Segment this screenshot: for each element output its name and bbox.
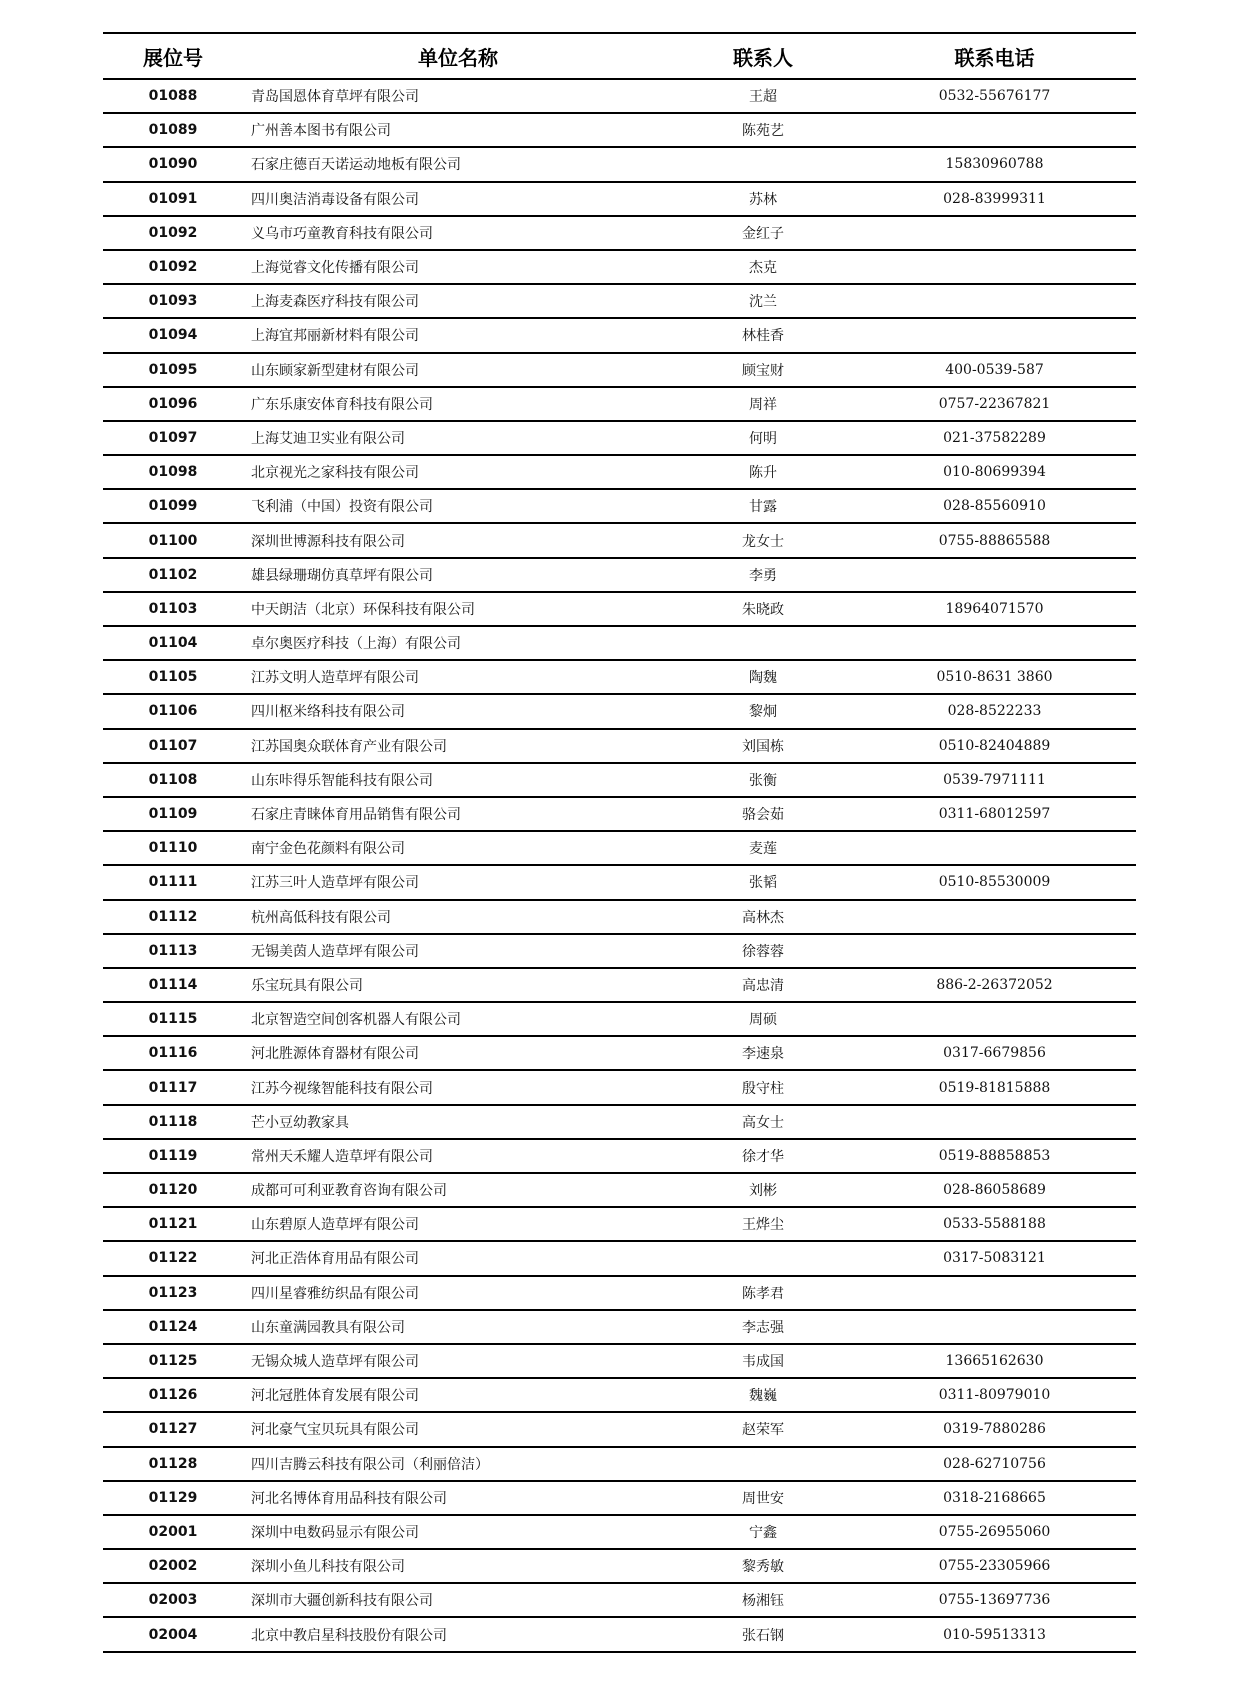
- contact-person-cell: 徐才华: [673, 1139, 853, 1173]
- contact-person-cell: 张韬: [673, 865, 853, 899]
- booth-number-cell: 01100: [103, 523, 243, 557]
- booth-number-cell: 01106: [103, 694, 243, 728]
- contact-phone-cell: [853, 1002, 1136, 1036]
- company-name-cell: 河北胜源体育器材有限公司: [243, 1036, 673, 1070]
- company-name-cell: 北京视光之家科技有限公司: [243, 455, 673, 489]
- contact-phone-cell: 0755-13697736: [853, 1583, 1136, 1617]
- company-name-cell: 乐宝玩具有限公司: [243, 968, 673, 1002]
- company-name-cell: 河北正浩体育用品有限公司: [243, 1241, 673, 1275]
- contact-person-cell: 陈孝君: [673, 1276, 853, 1310]
- contact-person-cell: 黎秀敏: [673, 1549, 853, 1583]
- booth-number-cell: 01110: [103, 831, 243, 865]
- booth-number-cell: 01113: [103, 934, 243, 968]
- booth-number-cell: 02004: [103, 1617, 243, 1651]
- contact-person-cell: [673, 626, 853, 660]
- company-name-cell: 成都可可利亚教育咨询有限公司: [243, 1173, 673, 1207]
- booth-number-cell: 01092: [103, 250, 243, 284]
- contact-phone-cell: [853, 318, 1136, 352]
- contact-person-cell: 高林杰: [673, 900, 853, 934]
- contact-phone-cell: 028-86058689: [853, 1173, 1136, 1207]
- company-name-cell: 河北豪气宝贝玩具有限公司: [243, 1412, 673, 1446]
- contact-phone-cell: 15830960788: [853, 147, 1136, 181]
- header-row: [103, 34, 1136, 79]
- table-row: [103, 797, 1136, 831]
- contact-phone-cell: 0533-5588188: [853, 1207, 1136, 1241]
- company-name-cell: 芒小豆幼教家具: [243, 1105, 673, 1139]
- contact-phone-cell: 0519-81815888: [853, 1070, 1136, 1104]
- booth-number-cell: 01121: [103, 1207, 243, 1241]
- table-row: [103, 763, 1136, 797]
- contact-phone-cell: 0519-88858853: [853, 1139, 1136, 1173]
- contact-person-cell: 沈兰: [673, 284, 853, 318]
- contact-person-cell: 何明: [673, 421, 853, 455]
- contact-person-cell: 朱晓政: [673, 592, 853, 626]
- contact-phone-cell: [853, 900, 1136, 934]
- contact-person-cell: 龙女士: [673, 523, 853, 557]
- booth-number-cell: 01099: [103, 489, 243, 523]
- contact-phone-cell: 0319-7880286: [853, 1412, 1136, 1446]
- booth-number-cell: 01109: [103, 797, 243, 831]
- booth-number-cell: 01125: [103, 1344, 243, 1378]
- contact-phone-cell: 028-8522233: [853, 694, 1136, 728]
- booth-number-cell: 01092: [103, 216, 243, 250]
- table-row: [103, 489, 1136, 523]
- contact-person-cell: 高女士: [673, 1105, 853, 1139]
- contact-phone-cell: [853, 113, 1136, 147]
- company-name-cell: 河北冠胜体育发展有限公司: [243, 1378, 673, 1412]
- contact-person-cell: 赵荣军: [673, 1412, 853, 1446]
- company-name-cell: 北京智造空间创客机器人有限公司: [243, 1002, 673, 1036]
- booth-number-cell: 01124: [103, 1310, 243, 1344]
- contact-phone-cell: 028-62710756: [853, 1447, 1136, 1481]
- table-row: [103, 831, 1136, 865]
- contact-phone-cell: 0510-82404889: [853, 729, 1136, 763]
- exhibitor-contact-table: [103, 32, 1136, 1653]
- booth-number-cell: 01108: [103, 763, 243, 797]
- contact-person-cell: 刘彬: [673, 1173, 853, 1207]
- booth-number-cell: 01095: [103, 353, 243, 387]
- table-row: [103, 1378, 1136, 1412]
- table-row: [103, 284, 1136, 318]
- contact-phone-cell: 010-59513313: [853, 1617, 1136, 1651]
- contact-phone-cell: 0755-26955060: [853, 1515, 1136, 1549]
- contact-phone-cell: 0755-88865588: [853, 523, 1136, 557]
- company-name-cell: 上海麦森医疗科技有限公司: [243, 284, 673, 318]
- table-row: [103, 79, 1136, 113]
- contact-person-cell: 周祥: [673, 387, 853, 421]
- booth-number-cell: 01105: [103, 660, 243, 694]
- contact-person-cell: 骆会茹: [673, 797, 853, 831]
- contact-person-cell: [673, 1447, 853, 1481]
- table-row: [103, 1481, 1136, 1515]
- booth-number-cell: 01102: [103, 558, 243, 592]
- company-name-cell: 四川星睿雅纺织品有限公司: [243, 1276, 673, 1310]
- contact-phone-cell: 021-37582289: [853, 421, 1136, 455]
- contact-person-cell: 张衡: [673, 763, 853, 797]
- company-name-cell: 上海觉睿文化传播有限公司: [243, 250, 673, 284]
- contact-phone-cell: 13665162630: [853, 1344, 1136, 1378]
- contact-person-cell: [673, 1241, 853, 1275]
- booth-number-cell: 01128: [103, 1447, 243, 1481]
- table-row: [103, 900, 1136, 934]
- contact-person-cell: 杨湘钰: [673, 1583, 853, 1617]
- table-row: [103, 968, 1136, 1002]
- table-row: [103, 113, 1136, 147]
- booth-number-cell: 02001: [103, 1515, 243, 1549]
- contact-phone-cell: [853, 250, 1136, 284]
- contact-person-cell: 周硕: [673, 1002, 853, 1036]
- table-row: [103, 421, 1136, 455]
- company-name-cell: 义乌市巧童教育科技有限公司: [243, 216, 673, 250]
- contact-phone-cell: [853, 934, 1136, 968]
- contact-person-cell: 金红子: [673, 216, 853, 250]
- company-name-cell: 飞利浦（中国）投资有限公司: [243, 489, 673, 523]
- booth-number-cell: 01089: [103, 113, 243, 147]
- company-name-cell: 江苏国奥众联体育产业有限公司: [243, 729, 673, 763]
- booth-number-cell: 01097: [103, 421, 243, 455]
- company-name-cell: 四川吉腾云科技有限公司（利丽倍洁）: [243, 1447, 673, 1481]
- contact-person-cell: 殷守柱: [673, 1070, 853, 1104]
- table-row: [103, 558, 1136, 592]
- contact-phone-cell: 0317-6679856: [853, 1036, 1136, 1070]
- contact-phone-cell: 0755-23305966: [853, 1549, 1136, 1583]
- table-row: [103, 1207, 1136, 1241]
- booth-number-cell: 01114: [103, 968, 243, 1002]
- booth-number-cell: 01096: [103, 387, 243, 421]
- table-row: [103, 1549, 1136, 1583]
- company-name-cell: 山东童满园教具有限公司: [243, 1310, 673, 1344]
- table-row: [103, 592, 1136, 626]
- table-row: [103, 1139, 1136, 1173]
- company-name-cell: 上海艾迪卫实业有限公司: [243, 421, 673, 455]
- booth-number-cell: 01104: [103, 626, 243, 660]
- table-body: [103, 79, 1136, 1652]
- booth-number-cell: 01120: [103, 1173, 243, 1207]
- table-row: [103, 1515, 1136, 1549]
- booth-number-cell: 01117: [103, 1070, 243, 1104]
- table-row: [103, 1241, 1136, 1275]
- contact-phone-cell: 028-85560910: [853, 489, 1136, 523]
- contact-phone-cell: [853, 1276, 1136, 1310]
- booth-number-cell: 01103: [103, 592, 243, 626]
- company-name-cell: 杭州高低科技有限公司: [243, 900, 673, 934]
- table-row: [103, 216, 1136, 250]
- contact-phone-cell: 028-83999311: [853, 182, 1136, 216]
- table-row: [103, 1310, 1136, 1344]
- table-row: [103, 353, 1136, 387]
- header-booth-number: 展位号: [103, 34, 243, 79]
- table-row: [103, 1447, 1136, 1481]
- table-row: [103, 318, 1136, 352]
- contact-phone-cell: [853, 216, 1136, 250]
- company-name-cell: 上海宜邦丽新材料有限公司: [243, 318, 673, 352]
- company-name-cell: 江苏三叶人造草坪有限公司: [243, 865, 673, 899]
- company-name-cell: 四川枢米络科技有限公司: [243, 694, 673, 728]
- table-row: [103, 387, 1136, 421]
- table-row: [103, 1002, 1136, 1036]
- exhibitor-table: [103, 34, 1136, 1653]
- header-contact-person: 联系人: [673, 34, 853, 79]
- table-header: [103, 34, 1136, 79]
- contact-phone-cell: 0757-22367821: [853, 387, 1136, 421]
- contact-phone-cell: 0532-55676177: [853, 79, 1136, 113]
- company-name-cell: 北京中教启星科技股份有限公司: [243, 1617, 673, 1651]
- table-row: [103, 1070, 1136, 1104]
- contact-phone-cell: [853, 284, 1136, 318]
- contact-person-cell: 李速泉: [673, 1036, 853, 1070]
- booth-number-cell: 01111: [103, 865, 243, 899]
- company-name-cell: 深圳中电数码显示有限公司: [243, 1515, 673, 1549]
- booth-number-cell: 01090: [103, 147, 243, 181]
- company-name-cell: 山东碧原人造草坪有限公司: [243, 1207, 673, 1241]
- company-name-cell: 深圳市大疆创新科技有限公司: [243, 1583, 673, 1617]
- table-row: [103, 1617, 1136, 1651]
- table-row: [103, 523, 1136, 557]
- company-name-cell: 江苏文明人造草坪有限公司: [243, 660, 673, 694]
- contact-phone-cell: 18964071570: [853, 592, 1136, 626]
- table-row: [103, 660, 1136, 694]
- booth-number-cell: 01112: [103, 900, 243, 934]
- table-row: [103, 250, 1136, 284]
- header-company-name: 单位名称: [243, 34, 673, 79]
- company-name-cell: 石家庄青睐体育用品销售有限公司: [243, 797, 673, 831]
- company-name-cell: 河北名博体育用品科技有限公司: [243, 1481, 673, 1515]
- table-row: [103, 1105, 1136, 1139]
- company-name-cell: 山东顾家新型建材有限公司: [243, 353, 673, 387]
- contact-phone-cell: 886-2-26372052: [853, 968, 1136, 1002]
- contact-phone-cell: 0311-68012597: [853, 797, 1136, 831]
- table-row: [103, 1036, 1136, 1070]
- company-name-cell: 无锡美茵人造草坪有限公司: [243, 934, 673, 968]
- booth-number-cell: 01126: [103, 1378, 243, 1412]
- table-row: [103, 694, 1136, 728]
- company-name-cell: 南宁金色花颜料有限公司: [243, 831, 673, 865]
- booth-number-cell: 02002: [103, 1549, 243, 1583]
- booth-number-cell: 01127: [103, 1412, 243, 1446]
- company-name-cell: 深圳世博源科技有限公司: [243, 523, 673, 557]
- company-name-cell: 四川奥洁消毒设备有限公司: [243, 182, 673, 216]
- table-row: [103, 1583, 1136, 1617]
- contact-person-cell: 杰克: [673, 250, 853, 284]
- booth-number-cell: 01091: [103, 182, 243, 216]
- contact-person-cell: 高忠清: [673, 968, 853, 1002]
- contact-person-cell: 苏林: [673, 182, 853, 216]
- contact-phone-cell: 0539-7971111: [853, 763, 1136, 797]
- company-name-cell: 深圳小鱼儿科技有限公司: [243, 1549, 673, 1583]
- booth-number-cell: 01094: [103, 318, 243, 352]
- booth-number-cell: 01107: [103, 729, 243, 763]
- contact-person-cell: 韦成国: [673, 1344, 853, 1378]
- contact-person-cell: 陈苑艺: [673, 113, 853, 147]
- company-name-cell: 中天朗洁（北京）环保科技有限公司: [243, 592, 673, 626]
- table-row: [103, 1276, 1136, 1310]
- contact-person-cell: 麦莲: [673, 831, 853, 865]
- contact-person-cell: 张石钢: [673, 1617, 853, 1651]
- contact-phone-cell: [853, 1105, 1136, 1139]
- contact-phone-cell: 400-0539-587: [853, 353, 1136, 387]
- booth-number-cell: 01122: [103, 1241, 243, 1275]
- table-row: [103, 865, 1136, 899]
- company-name-cell: 青岛国恩体育草坪有限公司: [243, 79, 673, 113]
- table-row: [103, 1412, 1136, 1446]
- contact-phone-cell: 0311-80979010: [853, 1378, 1136, 1412]
- contact-phone-cell: [853, 1310, 1136, 1344]
- company-name-cell: 山东咔得乐智能科技有限公司: [243, 763, 673, 797]
- table-row: [103, 626, 1136, 660]
- contact-phone-cell: 0510-85530009: [853, 865, 1136, 899]
- contact-phone-cell: 0510-8631 3860: [853, 660, 1136, 694]
- contact-phone-cell: 010-80699394: [853, 455, 1136, 489]
- table-row: [103, 1173, 1136, 1207]
- table-row: [103, 934, 1136, 968]
- table-row: [103, 455, 1136, 489]
- booth-number-cell: 01118: [103, 1105, 243, 1139]
- booth-number-cell: 01119: [103, 1139, 243, 1173]
- table-row: [103, 182, 1136, 216]
- booth-number-cell: 01116: [103, 1036, 243, 1070]
- booth-number-cell: 01123: [103, 1276, 243, 1310]
- contact-person-cell: 李勇: [673, 558, 853, 592]
- contact-person-cell: 李志强: [673, 1310, 853, 1344]
- contact-person-cell: 魏巍: [673, 1378, 853, 1412]
- contact-phone-cell: [853, 626, 1136, 660]
- booth-number-cell: 01098: [103, 455, 243, 489]
- contact-phone-cell: [853, 558, 1136, 592]
- contact-person-cell: 陶魏: [673, 660, 853, 694]
- company-name-cell: 常州天禾耀人造草坪有限公司: [243, 1139, 673, 1173]
- contact-person-cell: 黎炯: [673, 694, 853, 728]
- contact-person-cell: 宁鑫: [673, 1515, 853, 1549]
- contact-person-cell: 林桂香: [673, 318, 853, 352]
- company-name-cell: 无锡众城人造草坪有限公司: [243, 1344, 673, 1378]
- company-name-cell: 江苏今视缘智能科技有限公司: [243, 1070, 673, 1104]
- contact-person-cell: [673, 147, 853, 181]
- contact-person-cell: 周世安: [673, 1481, 853, 1515]
- company-name-cell: 广州善本图书有限公司: [243, 113, 673, 147]
- table-row: [103, 729, 1136, 763]
- contact-phone-cell: 0317-5083121: [853, 1241, 1136, 1275]
- company-name-cell: 石家庄德百天诺运动地板有限公司: [243, 147, 673, 181]
- table-row: [103, 147, 1136, 181]
- booth-number-cell: 01115: [103, 1002, 243, 1036]
- booth-number-cell: 01088: [103, 79, 243, 113]
- contact-person-cell: 陈升: [673, 455, 853, 489]
- contact-person-cell: 顾宝财: [673, 353, 853, 387]
- header-contact-phone: 联系电话: [853, 34, 1136, 79]
- booth-number-cell: 01093: [103, 284, 243, 318]
- table-row: [103, 1344, 1136, 1378]
- company-name-cell: 广东乐康安体育科技有限公司: [243, 387, 673, 421]
- booth-number-cell: 01129: [103, 1481, 243, 1515]
- contact-person-cell: 刘国栋: [673, 729, 853, 763]
- contact-phone-cell: 0318-2168665: [853, 1481, 1136, 1515]
- contact-person-cell: 王超: [673, 79, 853, 113]
- company-name-cell: 雄县绿珊瑚仿真草坪有限公司: [243, 558, 673, 592]
- booth-number-cell: 02003: [103, 1583, 243, 1617]
- contact-person-cell: 甘露: [673, 489, 853, 523]
- company-name-cell: 卓尔奥医疗科技（上海）有限公司: [243, 626, 673, 660]
- contact-phone-cell: [853, 831, 1136, 865]
- contact-person-cell: 徐蓉蓉: [673, 934, 853, 968]
- contact-person-cell: 王烨尘: [673, 1207, 853, 1241]
